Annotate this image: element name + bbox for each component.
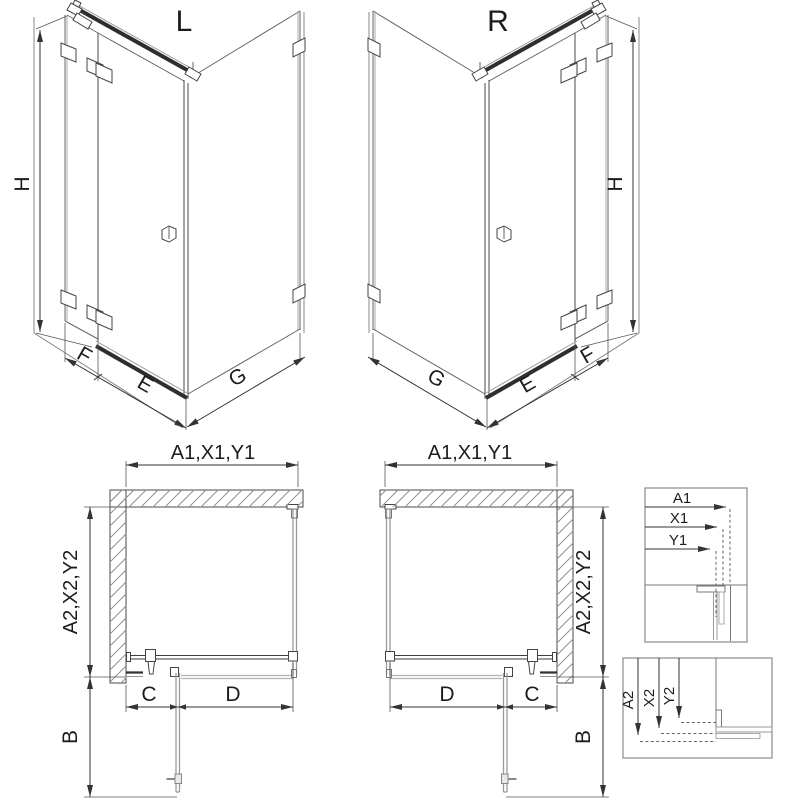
side-label-right: G <box>423 364 450 393</box>
plan-left-labels <box>59 442 255 744</box>
room-walls <box>34 12 304 428</box>
plan-view-right-geometry <box>380 461 573 792</box>
plan-depth-label-right: A2,X2,Y2 <box>573 549 595 635</box>
plan-door-closed <box>181 670 297 679</box>
plan-depth-label-left: A2,X2,Y2 <box>60 549 82 635</box>
plan-width-dimension <box>126 461 298 487</box>
height-label-left: H <box>11 176 34 192</box>
return-label-left: F <box>72 342 96 369</box>
detail-box-width <box>645 488 747 642</box>
detail-width-label-y1: Y1 <box>668 532 688 549</box>
plan-door-open <box>167 673 182 792</box>
plan-door-label-left: D <box>225 683 241 706</box>
enclosure-3d-right-geometry <box>368 0 639 430</box>
plan-swing-label-right: B <box>572 729 595 745</box>
view-3d-left-labels <box>11 5 251 398</box>
detail-width-label-x1: X1 <box>669 510 689 527</box>
door-handle <box>162 226 176 242</box>
plan-view-geometry <box>110 461 303 792</box>
return-label-right: F <box>576 342 600 369</box>
plan-door-label-right: D <box>439 683 455 706</box>
detail-depth-label-a2: A2 <box>620 690 637 710</box>
detail-width-label-a1: A1 <box>672 490 692 507</box>
plan-side-panel <box>287 505 298 676</box>
enclosure-3d-geometry <box>34 0 305 430</box>
view-3d-right-labels <box>423 5 627 398</box>
plan-fixed-label-right: C <box>524 683 540 706</box>
view-title-right: R <box>487 5 509 38</box>
door-label-right: E <box>515 370 540 398</box>
view-title-left: L <box>175 5 193 38</box>
plan-fixed-label-left: C <box>141 683 157 706</box>
side-label-left: G <box>224 363 251 392</box>
plan-swing-label-left: B <box>59 729 82 745</box>
detail-box-depth <box>620 658 772 758</box>
detail-depth-label-y2: Y2 <box>661 686 678 706</box>
plan-support-bar <box>127 650 298 675</box>
plan-wall-outline <box>110 490 303 683</box>
side-panel <box>188 11 300 394</box>
door-label-left: E <box>133 370 158 398</box>
plan-width-label-left: A1,X1,Y1 <box>170 442 256 464</box>
height-label-right: H <box>604 176 627 192</box>
detail-depth-label-x2: X2 <box>641 688 658 708</box>
wall-hatching <box>110 490 573 683</box>
plan-width-label-right: A1,X1,Y1 <box>427 442 513 464</box>
